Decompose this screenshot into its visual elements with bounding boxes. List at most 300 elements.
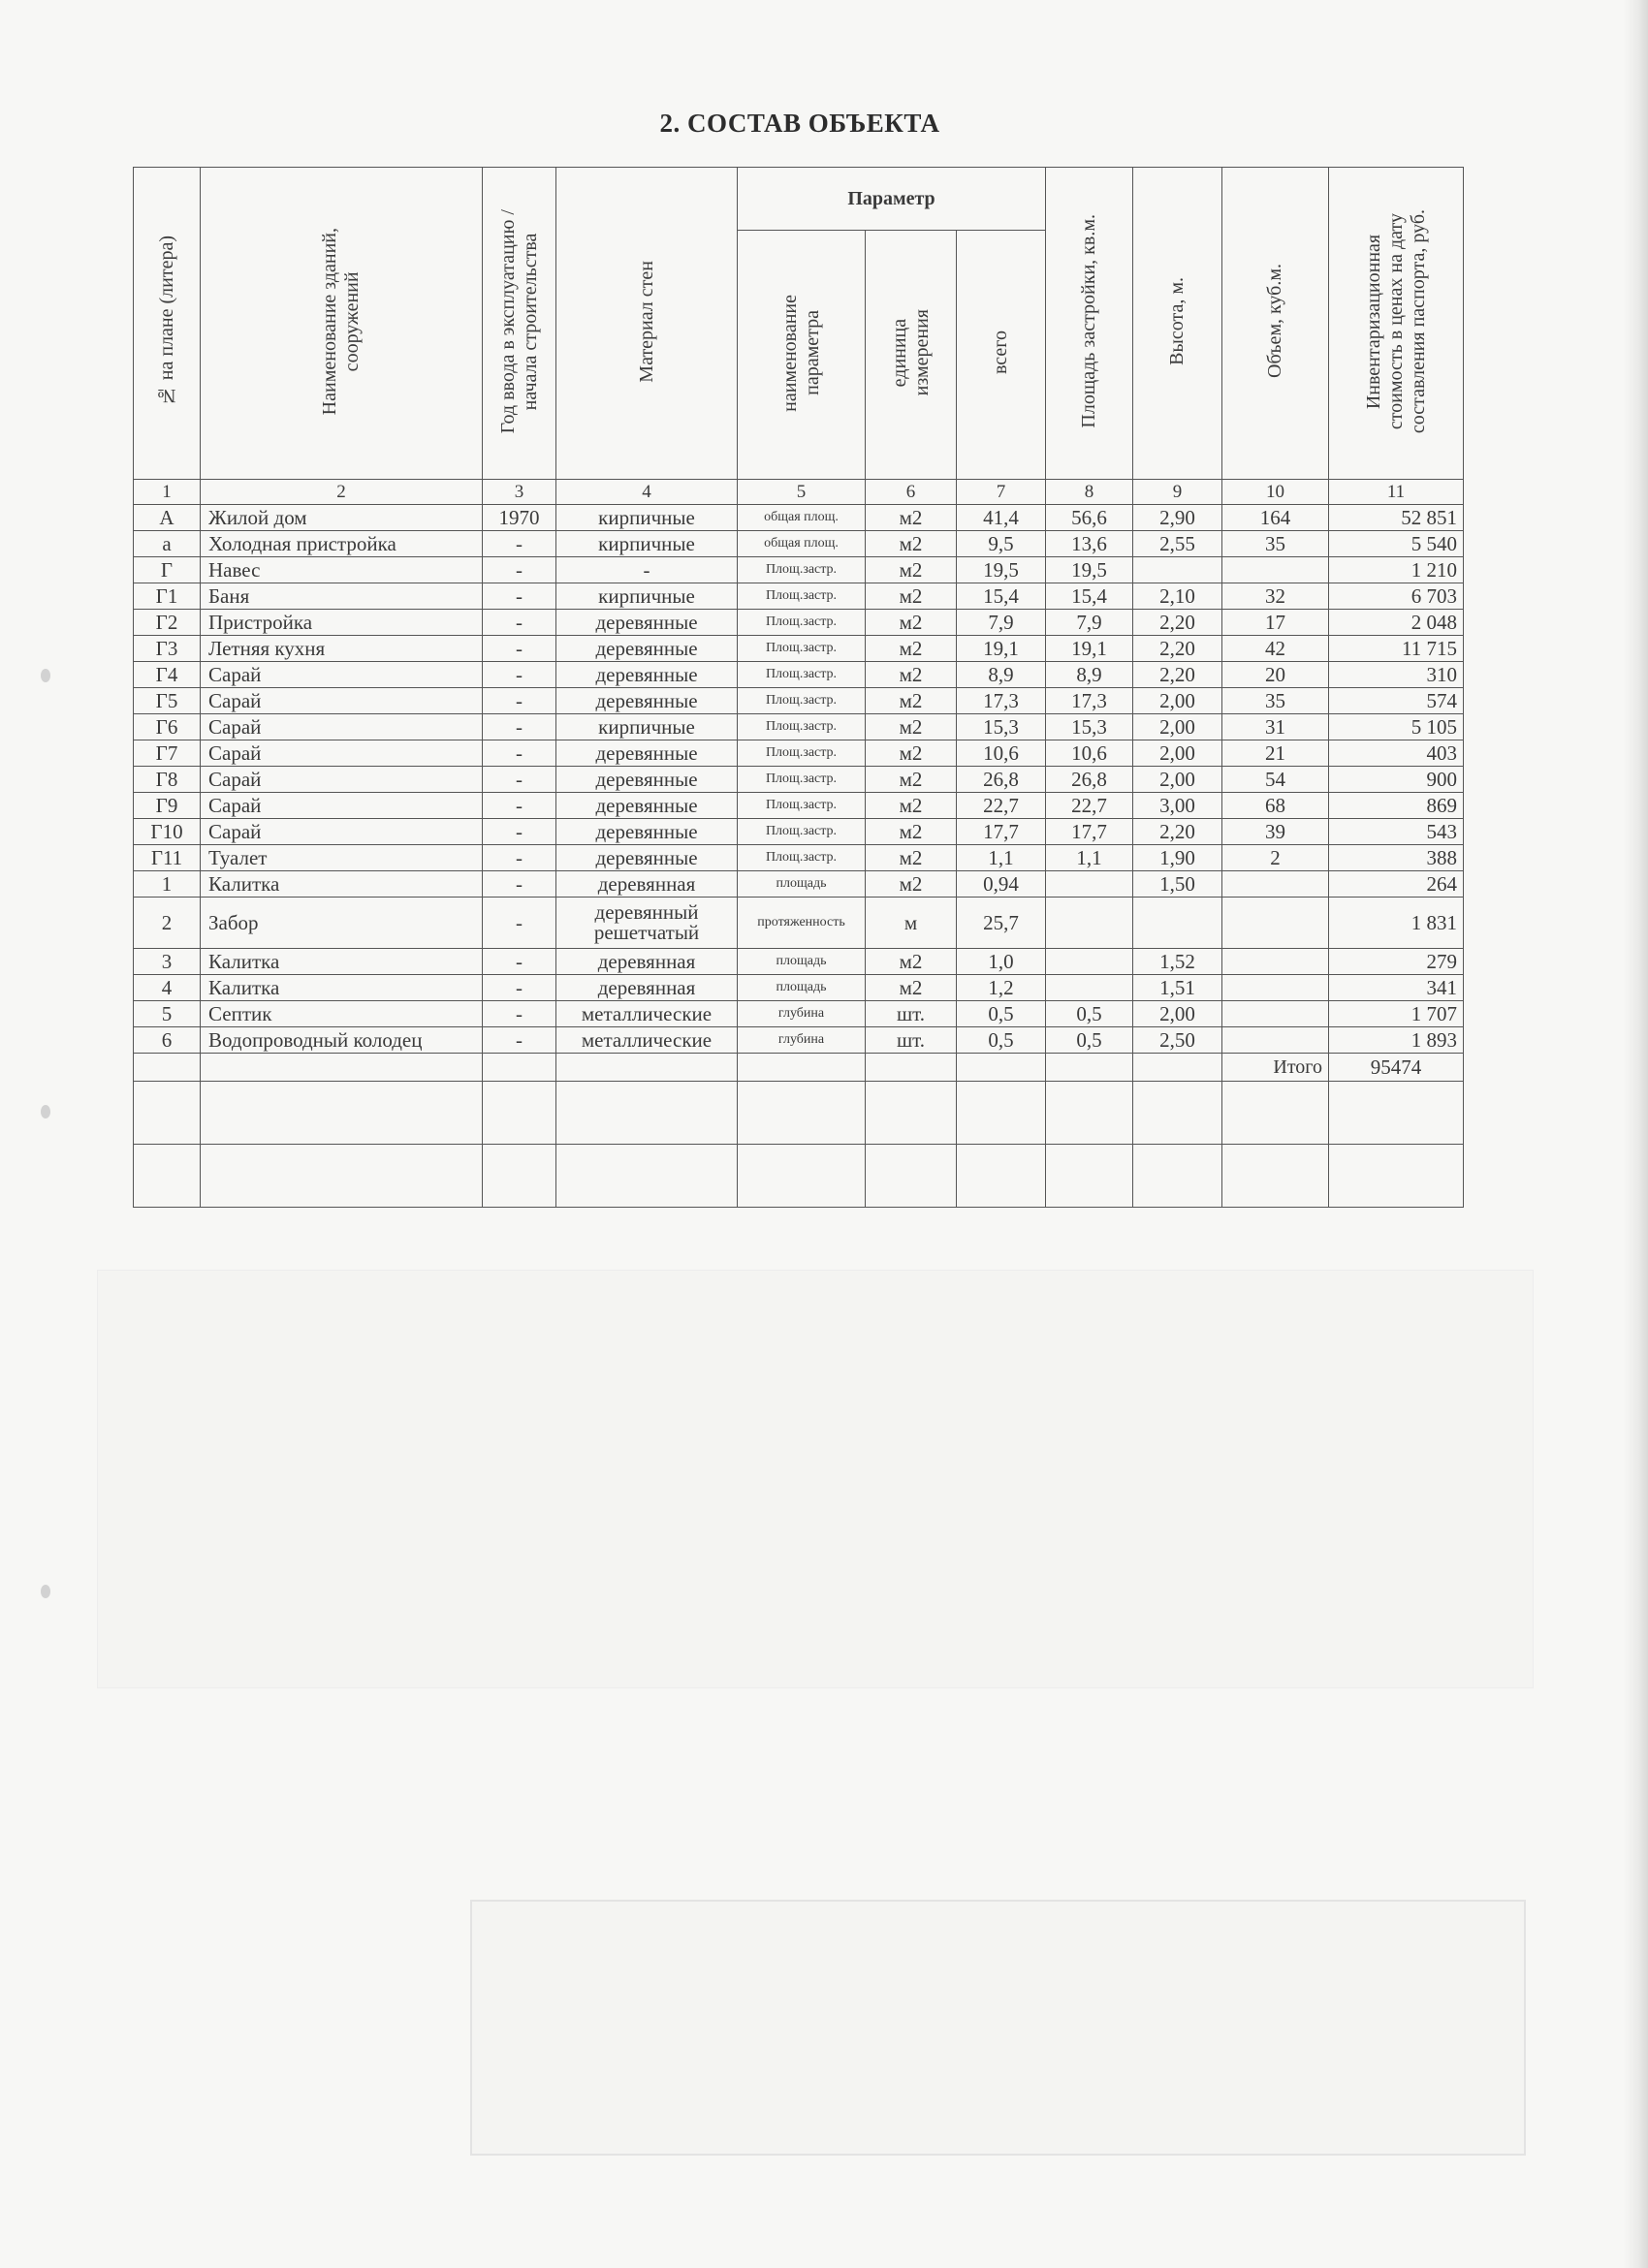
cell-volume xyxy=(1222,949,1329,975)
table-row xyxy=(134,531,1464,557)
cell-inventory-value: 1 707 xyxy=(1329,1001,1464,1027)
header-wall-material: Материал стен xyxy=(556,168,738,480)
cell-height: 2,20 xyxy=(1133,610,1222,636)
column-number: 1 xyxy=(134,480,201,505)
cell-year: - xyxy=(483,949,556,975)
cell-inventory-value: 543 xyxy=(1329,819,1464,845)
cell-year: - xyxy=(483,531,556,557)
cell-footprint-area: 7,9 xyxy=(1046,610,1133,636)
cell-height: 2,00 xyxy=(1133,688,1222,714)
cell-wall-material: деревянные xyxy=(556,610,738,636)
cell-height: 2,20 xyxy=(1133,636,1222,662)
cell-total: 26,8 xyxy=(957,767,1046,793)
cell-plan-number: Г6 xyxy=(134,714,201,740)
cell-unit: м2 xyxy=(866,819,957,845)
cell-parameter-name: общая площ. xyxy=(738,505,866,531)
cell-building-name: Навес xyxy=(201,557,483,583)
cell-wall-material: деревянные xyxy=(556,662,738,688)
cell-wall-material: деревянные xyxy=(556,845,738,871)
cell-volume: 164 xyxy=(1222,505,1329,531)
cell-wall-material: кирпичные xyxy=(556,505,738,531)
cell-parameter-name: площадь xyxy=(738,871,866,898)
cell-height: 2,20 xyxy=(1133,662,1222,688)
empty-cell xyxy=(201,1082,483,1145)
column-number: 4 xyxy=(556,480,738,505)
table-row xyxy=(134,793,1464,819)
cell-plan-number: Г9 xyxy=(134,793,201,819)
empty-cell xyxy=(1046,1054,1133,1082)
cell-wall-material: деревянные xyxy=(556,688,738,714)
cell-wall-material: деревянные xyxy=(556,636,738,662)
table-row xyxy=(134,662,1464,688)
table-row xyxy=(134,819,1464,845)
cell-parameter-name: Площ.застр. xyxy=(738,636,866,662)
column-number: 5 xyxy=(738,480,866,505)
empty-cell xyxy=(1046,1145,1133,1208)
cell-total: 17,7 xyxy=(957,819,1046,845)
cell-volume: 35 xyxy=(1222,688,1329,714)
cell-footprint-area xyxy=(1046,949,1133,975)
table-row xyxy=(134,505,1464,531)
cell-unit: м2 xyxy=(866,557,957,583)
column-number-row xyxy=(134,480,1464,505)
cell-total: 1,1 xyxy=(957,845,1046,871)
cell-building-name: Летняя кухня xyxy=(201,636,483,662)
cell-building-name: Туалет xyxy=(201,845,483,871)
cell-footprint-area: 0,5 xyxy=(1046,1027,1133,1054)
cell-height: 2,20 xyxy=(1133,819,1222,845)
cell-height: 2,10 xyxy=(1133,583,1222,610)
cell-year: - xyxy=(483,845,556,871)
cell-plan-number: Г3 xyxy=(134,636,201,662)
empty-cell xyxy=(957,1054,1046,1082)
cell-inventory-value: 5 540 xyxy=(1329,531,1464,557)
cell-building-name: Жилой дом xyxy=(201,505,483,531)
cell-total: 41,4 xyxy=(957,505,1046,531)
cell-unit: м2 xyxy=(866,714,957,740)
column-number: 7 xyxy=(957,480,1046,505)
cell-volume xyxy=(1222,1027,1329,1054)
cell-building-name: Пристройка xyxy=(201,610,483,636)
object-composition-table xyxy=(133,167,1464,1208)
empty-row xyxy=(134,1082,1464,1145)
cell-wall-material: деревянная xyxy=(556,871,738,898)
cell-building-name: Сарай xyxy=(201,767,483,793)
empty-cell xyxy=(483,1082,556,1145)
cell-inventory-value: 6 703 xyxy=(1329,583,1464,610)
cell-inventory-value: 279 xyxy=(1329,949,1464,975)
table-row xyxy=(134,975,1464,1001)
cell-building-name: Сарай xyxy=(201,819,483,845)
binding-hole xyxy=(41,669,50,682)
cell-year: - xyxy=(483,793,556,819)
header-total: всего xyxy=(957,231,1046,480)
cell-year: 1970 xyxy=(483,505,556,531)
cell-unit: м2 xyxy=(866,610,957,636)
cell-total: 0,5 xyxy=(957,1001,1046,1027)
cell-footprint-area: 13,6 xyxy=(1046,531,1133,557)
cell-total: 19,5 xyxy=(957,557,1046,583)
cell-wall-material: кирпичные xyxy=(556,531,738,557)
cell-plan-number: Г7 xyxy=(134,740,201,767)
cell-footprint-area xyxy=(1046,975,1133,1001)
header-year: Год ввода в эксплуатацию / начала строительства xyxy=(483,168,556,480)
cell-footprint-area: 10,6 xyxy=(1046,740,1133,767)
cell-building-name: Сарай xyxy=(201,793,483,819)
column-number: 3 xyxy=(483,480,556,505)
empty-cell xyxy=(134,1054,201,1082)
table-row xyxy=(134,845,1464,871)
cell-year: - xyxy=(483,583,556,610)
cell-plan-number: Г xyxy=(134,557,201,583)
cell-volume xyxy=(1222,557,1329,583)
cell-year: - xyxy=(483,636,556,662)
cell-total: 1,2 xyxy=(957,975,1046,1001)
cell-plan-number: 2 xyxy=(134,898,201,949)
cell-unit: м2 xyxy=(866,845,957,871)
cell-volume: 39 xyxy=(1222,819,1329,845)
cell-unit: шт. xyxy=(866,1001,957,1027)
cell-unit: м2 xyxy=(866,740,957,767)
cell-year: - xyxy=(483,1001,556,1027)
column-number: 6 xyxy=(866,480,957,505)
cell-building-name: Забор xyxy=(201,898,483,949)
cell-parameter-name: протяженность xyxy=(738,898,866,949)
cell-inventory-value: 574 xyxy=(1329,688,1464,714)
column-number: 11 xyxy=(1329,480,1464,505)
cell-parameter-name: общая площ. xyxy=(738,531,866,557)
header-plan-number: № на плане (литера) xyxy=(134,168,201,480)
cell-inventory-value: 1 210 xyxy=(1329,557,1464,583)
cell-wall-material: деревянная xyxy=(556,949,738,975)
cell-inventory-value: 5 105 xyxy=(1329,714,1464,740)
total-label: Итого xyxy=(1222,1054,1329,1082)
cell-volume: 17 xyxy=(1222,610,1329,636)
cell-footprint-area: 19,5 xyxy=(1046,557,1133,583)
cell-total: 8,9 xyxy=(957,662,1046,688)
cell-parameter-name: Площ.застр. xyxy=(738,714,866,740)
cell-height: 2,00 xyxy=(1133,1001,1222,1027)
cell-inventory-value: 900 xyxy=(1329,767,1464,793)
cell-volume: 35 xyxy=(1222,531,1329,557)
cell-height: 3,00 xyxy=(1133,793,1222,819)
cell-height: 2,55 xyxy=(1133,531,1222,557)
cell-total: 7,9 xyxy=(957,610,1046,636)
cell-plan-number: а xyxy=(134,531,201,557)
table-row xyxy=(134,714,1464,740)
cell-footprint-area: 0,5 xyxy=(1046,1001,1133,1027)
table-row xyxy=(134,636,1464,662)
cell-parameter-name: Площ.застр. xyxy=(738,740,866,767)
cell-footprint-area xyxy=(1046,871,1133,898)
table-row xyxy=(134,740,1464,767)
cell-parameter-name: Площ.застр. xyxy=(738,793,866,819)
cell-unit: м2 xyxy=(866,793,957,819)
cell-building-name: Калитка xyxy=(201,949,483,975)
table-row xyxy=(134,871,1464,898)
cell-wall-material: деревянная xyxy=(556,975,738,1001)
cell-inventory-value: 2 048 xyxy=(1329,610,1464,636)
cell-footprint-area: 56,6 xyxy=(1046,505,1133,531)
cell-total: 0,94 xyxy=(957,871,1046,898)
cell-plan-number: Г4 xyxy=(134,662,201,688)
header-building-name: Наименование зданий, сооружений xyxy=(201,168,483,480)
cell-wall-material: деревянные xyxy=(556,740,738,767)
empty-cell xyxy=(1222,1082,1329,1145)
table-row xyxy=(134,688,1464,714)
cell-unit: м2 xyxy=(866,767,957,793)
cell-wall-material: деревянные xyxy=(556,793,738,819)
cell-parameter-name: Площ.застр. xyxy=(738,610,866,636)
cell-unit: м2 xyxy=(866,636,957,662)
cell-height: 2,00 xyxy=(1133,740,1222,767)
cell-plan-number: Г1 xyxy=(134,583,201,610)
cell-year: - xyxy=(483,975,556,1001)
cell-plan-number: 1 xyxy=(134,871,201,898)
cell-wall-material: металлические xyxy=(556,1027,738,1054)
cell-year: - xyxy=(483,557,556,583)
empty-cell xyxy=(1222,1145,1329,1208)
cell-parameter-name: Площ.застр. xyxy=(738,688,866,714)
cell-footprint-area: 8,9 xyxy=(1046,662,1133,688)
cell-inventory-value: 388 xyxy=(1329,845,1464,871)
column-number: 8 xyxy=(1046,480,1133,505)
empty-cell xyxy=(1046,1082,1133,1145)
empty-cell xyxy=(556,1054,738,1082)
empty-cell xyxy=(1133,1054,1222,1082)
cell-wall-material: деревянные xyxy=(556,819,738,845)
cell-volume: 54 xyxy=(1222,767,1329,793)
total-row xyxy=(134,1054,1464,1082)
cell-building-name: Сарай xyxy=(201,662,483,688)
cell-unit: м2 xyxy=(866,975,957,1001)
table-row xyxy=(134,610,1464,636)
empty-cell xyxy=(483,1054,556,1082)
cell-year: - xyxy=(483,767,556,793)
cell-year: - xyxy=(483,898,556,949)
cell-parameter-name: глубина xyxy=(738,1027,866,1054)
cell-parameter-name: площадь xyxy=(738,975,866,1001)
table-row xyxy=(134,898,1464,949)
cell-volume xyxy=(1222,898,1329,949)
table-row xyxy=(134,949,1464,975)
cell-wall-material: кирпичные xyxy=(556,714,738,740)
cell-height: 1,90 xyxy=(1133,845,1222,871)
cell-inventory-value: 1 831 xyxy=(1329,898,1464,949)
cell-total: 19,1 xyxy=(957,636,1046,662)
cell-parameter-name: Площ.застр. xyxy=(738,662,866,688)
cell-volume: 31 xyxy=(1222,714,1329,740)
cell-year: - xyxy=(483,610,556,636)
cell-building-name: Холодная пристройка xyxy=(201,531,483,557)
cell-inventory-value: 52 851 xyxy=(1329,505,1464,531)
cell-footprint-area: 26,8 xyxy=(1046,767,1133,793)
empty-cell xyxy=(738,1145,866,1208)
empty-cell xyxy=(483,1145,556,1208)
cell-total: 25,7 xyxy=(957,898,1046,949)
cell-unit: м xyxy=(866,898,957,949)
cell-plan-number: Г8 xyxy=(134,767,201,793)
bleed-through-area xyxy=(97,1270,1534,1688)
cell-footprint-area: 15,4 xyxy=(1046,583,1133,610)
column-number: 2 xyxy=(201,480,483,505)
cell-volume: 20 xyxy=(1222,662,1329,688)
cell-parameter-name: Площ.застр. xyxy=(738,767,866,793)
cell-wall-material: деревянные xyxy=(556,767,738,793)
cell-volume: 21 xyxy=(1222,740,1329,767)
table-row xyxy=(134,557,1464,583)
cell-footprint-area: 22,7 xyxy=(1046,793,1133,819)
cell-inventory-value: 869 xyxy=(1329,793,1464,819)
cell-inventory-value: 310 xyxy=(1329,662,1464,688)
cell-year: - xyxy=(483,871,556,898)
cell-plan-number: 6 xyxy=(134,1027,201,1054)
header-height: Высота, м. xyxy=(1133,168,1222,480)
cell-unit: м2 xyxy=(866,505,957,531)
cell-total: 9,5 xyxy=(957,531,1046,557)
cell-footprint-area xyxy=(1046,898,1133,949)
cell-parameter-name: глубина xyxy=(738,1001,866,1027)
cell-wall-material: деревянный решетчатый xyxy=(556,898,738,949)
header-footprint-area: Площадь застройки, кв.м. xyxy=(1046,168,1133,480)
cell-footprint-area: 15,3 xyxy=(1046,714,1133,740)
cell-total: 22,7 xyxy=(957,793,1046,819)
empty-cell xyxy=(1133,1145,1222,1208)
cell-unit: шт. xyxy=(866,1027,957,1054)
binding-hole xyxy=(41,1585,50,1598)
cell-building-name: Калитка xyxy=(201,871,483,898)
empty-cell xyxy=(134,1145,201,1208)
cell-total: 17,3 xyxy=(957,688,1046,714)
cell-height xyxy=(1133,557,1222,583)
cell-wall-material: кирпичные xyxy=(556,583,738,610)
cell-plan-number: 5 xyxy=(134,1001,201,1027)
cell-building-name: Септик xyxy=(201,1001,483,1027)
cell-footprint-area: 17,3 xyxy=(1046,688,1133,714)
empty-cell xyxy=(957,1145,1046,1208)
empty-cell xyxy=(201,1054,483,1082)
cell-parameter-name: Площ.застр. xyxy=(738,583,866,610)
cell-unit: м2 xyxy=(866,662,957,688)
cell-unit: м2 xyxy=(866,949,957,975)
cell-parameter-name: Площ.застр. xyxy=(738,557,866,583)
empty-cell xyxy=(201,1145,483,1208)
cell-volume: 68 xyxy=(1222,793,1329,819)
cell-footprint-area: 1,1 xyxy=(1046,845,1133,871)
column-number: 10 xyxy=(1222,480,1329,505)
empty-cell xyxy=(556,1082,738,1145)
header-parameter-name: наименование параметра xyxy=(738,231,866,480)
cell-footprint-area: 17,7 xyxy=(1046,819,1133,845)
cell-parameter-name: Площ.застр. xyxy=(738,845,866,871)
table-row xyxy=(134,1027,1464,1054)
cell-building-name: Калитка xyxy=(201,975,483,1001)
cell-parameter-name: Площ.застр. xyxy=(738,819,866,845)
empty-cell xyxy=(866,1145,957,1208)
empty-cell xyxy=(957,1082,1046,1145)
cell-height: 1,50 xyxy=(1133,871,1222,898)
empty-cell xyxy=(1329,1082,1464,1145)
empty-cell xyxy=(556,1145,738,1208)
empty-cell xyxy=(866,1082,957,1145)
cell-inventory-value: 264 xyxy=(1329,871,1464,898)
cell-volume: 42 xyxy=(1222,636,1329,662)
cell-wall-material: металлические xyxy=(556,1001,738,1027)
table-row xyxy=(134,1001,1464,1027)
table-row xyxy=(134,767,1464,793)
cell-total: 15,4 xyxy=(957,583,1046,610)
empty-cell xyxy=(1133,1082,1222,1145)
cell-plan-number: А xyxy=(134,505,201,531)
cell-height: 1,52 xyxy=(1133,949,1222,975)
cell-building-name: Сарай xyxy=(201,714,483,740)
cell-height: 2,50 xyxy=(1133,1027,1222,1054)
empty-cell xyxy=(134,1082,201,1145)
cell-year: - xyxy=(483,740,556,767)
header-unit: единица измерения xyxy=(866,231,957,480)
cell-unit: м2 xyxy=(866,871,957,898)
cell-total: 0,5 xyxy=(957,1027,1046,1054)
total-value: 95474 xyxy=(1329,1054,1464,1082)
cell-year: - xyxy=(483,662,556,688)
bleed-through-stamp-table xyxy=(470,1900,1526,2156)
cell-total: 10,6 xyxy=(957,740,1046,767)
cell-building-name: Сарай xyxy=(201,688,483,714)
cell-plan-number: Г2 xyxy=(134,610,201,636)
cell-height: 2,90 xyxy=(1133,505,1222,531)
cell-parameter-name: площадь xyxy=(738,949,866,975)
cell-building-name: Водопроводный колодец xyxy=(201,1027,483,1054)
cell-inventory-value: 1 893 xyxy=(1329,1027,1464,1054)
column-number: 9 xyxy=(1133,480,1222,505)
empty-cell xyxy=(866,1054,957,1082)
cell-year: - xyxy=(483,714,556,740)
empty-row xyxy=(134,1145,1464,1208)
cell-footprint-area: 19,1 xyxy=(1046,636,1133,662)
cell-volume: 32 xyxy=(1222,583,1329,610)
cell-year: - xyxy=(483,1027,556,1054)
cell-unit: м2 xyxy=(866,688,957,714)
cell-wall-material: - xyxy=(556,557,738,583)
cell-building-name: Баня xyxy=(201,583,483,610)
cell-plan-number: 4 xyxy=(134,975,201,1001)
cell-volume xyxy=(1222,975,1329,1001)
cell-plan-number: Г11 xyxy=(134,845,201,871)
cell-height: 2,00 xyxy=(1133,714,1222,740)
cell-height xyxy=(1133,898,1222,949)
cell-inventory-value: 403 xyxy=(1329,740,1464,767)
header-volume: Объем, куб.м. xyxy=(1222,168,1329,480)
header-parameter-group: Параметр xyxy=(738,168,1046,231)
page-edge-shadow xyxy=(1623,0,1648,2268)
header-inventory-value: Инвентаризационная стоимость в ценах на дату составления паспорта, руб. xyxy=(1329,168,1464,480)
cell-year: - xyxy=(483,819,556,845)
document-title: 2. СОСТАВ ОБЪЕКТА xyxy=(659,109,940,138)
cell-height: 2,00 xyxy=(1133,767,1222,793)
cell-plan-number: Г5 xyxy=(134,688,201,714)
cell-building-name: Сарай xyxy=(201,740,483,767)
cell-inventory-value: 11 715 xyxy=(1329,636,1464,662)
cell-volume: 2 xyxy=(1222,845,1329,871)
cell-year: - xyxy=(483,688,556,714)
table-row xyxy=(134,583,1464,610)
empty-cell xyxy=(738,1082,866,1145)
cell-plan-number: Г10 xyxy=(134,819,201,845)
empty-cell xyxy=(1329,1145,1464,1208)
cell-volume xyxy=(1222,871,1329,898)
cell-plan-number: 3 xyxy=(134,949,201,975)
cell-volume xyxy=(1222,1001,1329,1027)
